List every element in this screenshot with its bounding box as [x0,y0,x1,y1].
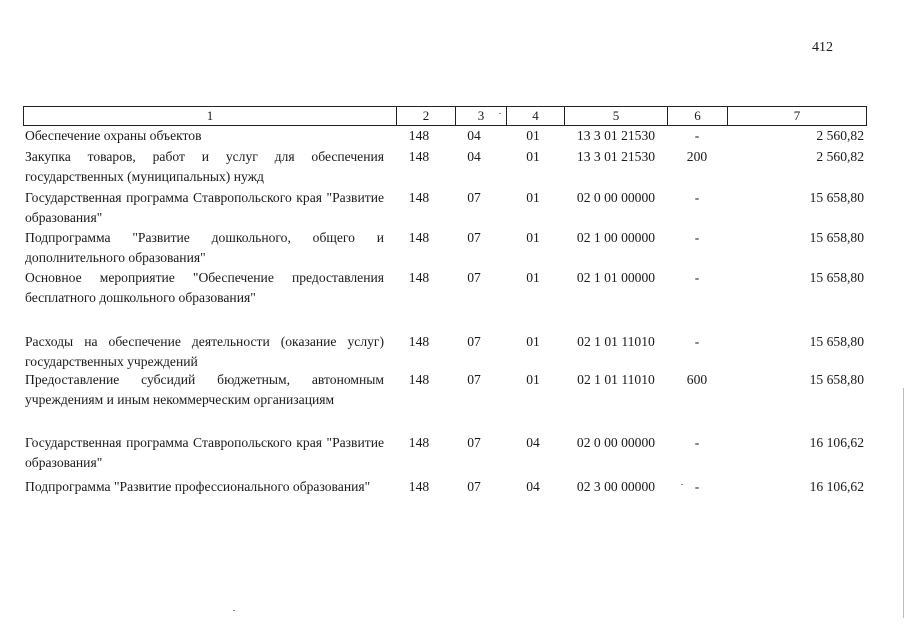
row-col-3: 07 [467,479,481,494]
scan-edge-line [903,388,904,618]
row-name: Расходы на обеспечение деятельности (оказание услуг) государственных учреждений [25,334,384,369]
row-col-5: 13 3 01 21530 [576,128,656,143]
row-col-2: 148 [408,230,430,245]
row-col-2: 148 [408,334,430,349]
row-col-6: - [694,230,700,245]
row-col-2: 148 [408,479,430,494]
row-col-5: 02 0 00 00000 [576,190,656,205]
row-col-3: 07 [467,435,481,450]
row-name: Основное мероприятие "Обеспечение предоставления бесплатного дошкольного образования" [25,270,384,305]
row-col-5: 02 1 01 11010 [577,372,655,387]
header-col-2: 2 [422,108,430,123]
row-col-6: - [694,270,700,285]
row-col-7: 16 106,62 [809,435,864,450]
row-col-5: 02 1 00 00000 [576,230,656,245]
row-col-7: 15 658,80 [809,372,864,387]
row-col-5: 13 3 01 21530 [576,149,656,164]
header-col-5: 5 [612,108,620,123]
row-col-7: 16 106,62 [809,479,864,494]
header-col-1: 1 [206,108,214,123]
row-col-7: 2 560,82 [816,128,864,143]
row-col-7: 15 658,80 [809,230,864,245]
row-col-3: 07 [467,372,481,387]
row-col-7: 2 560,82 [816,149,864,164]
row-col-3: 04 [467,149,481,164]
row-name: Обеспечение охраны объектов [25,128,202,143]
scan-speck [233,610,235,611]
row-col-4: 01 [526,230,540,245]
row-col-5: 02 1 01 11010 [577,334,655,349]
row-name: Государственная программа Ставропольского края "Развитие образования" [25,435,384,470]
row-col-4: 01 [526,190,540,205]
row-col-6: - [694,190,700,205]
scan-speck [499,113,501,114]
row-col-4: 01 [526,270,540,285]
row-col-6: 600 [686,372,708,387]
row-col-2: 148 [408,435,430,450]
row-col-3: 07 [467,334,481,349]
row-col-4: 04 [526,479,540,494]
row-name: Подпрограмма "Развитие профессионального образования" [25,479,371,494]
row-col-5: 02 0 00 00000 [576,435,656,450]
row-col-6: - [694,435,700,450]
page-number: 412 [812,40,833,55]
row-col-3: 04 [467,128,481,143]
row-col-3: 07 [467,190,481,205]
header-col-4: 4 [532,108,539,123]
row-col-4: 04 [526,435,540,450]
row-col-2: 148 [408,149,430,164]
table-header [23,106,867,126]
row-col-3: 07 [467,230,481,245]
row-col-6: 200 [686,149,708,164]
row-col-6: - [694,128,700,143]
row-col-5: 02 1 01 00000 [576,270,656,285]
header-col-7: 7 [793,108,801,123]
row-name: Предоставление субсидий бюджетным, автономным учреждениям и иным некоммерческим организациям [25,372,384,407]
row-col-5: 02 3 00 00000 [576,479,656,494]
row-col-4: 01 [526,372,540,387]
row-name: Государственная программа Ставропольского края "Развитие образования" [25,190,384,225]
row-col-4: 01 [526,149,540,164]
header-col-6: 6 [694,108,701,123]
scan-speck [681,484,683,485]
header-col-3: 3 [477,108,485,123]
row-col-2: 148 [408,190,430,205]
row-col-2: 148 [408,270,430,285]
row-col-7: 15 658,80 [809,190,864,205]
row-col-7: 15 658,80 [809,270,864,285]
row-col-4: 01 [526,334,540,349]
row-name: Закупка товаров, работ и услуг для обеспечения государственных (муниципальных) нужд [25,149,384,184]
row-col-3: 07 [467,270,481,285]
row-col-6: - [694,334,700,349]
row-name: Подпрограмма "Развитие дошкольного, общего и дополнительного образования" [25,230,384,265]
row-col-6: - [694,479,700,494]
row-col-7: 15 658,80 [809,334,864,349]
row-col-2: 148 [408,372,430,387]
row-col-2: 148 [408,128,430,143]
row-col-4: 01 [526,128,540,143]
